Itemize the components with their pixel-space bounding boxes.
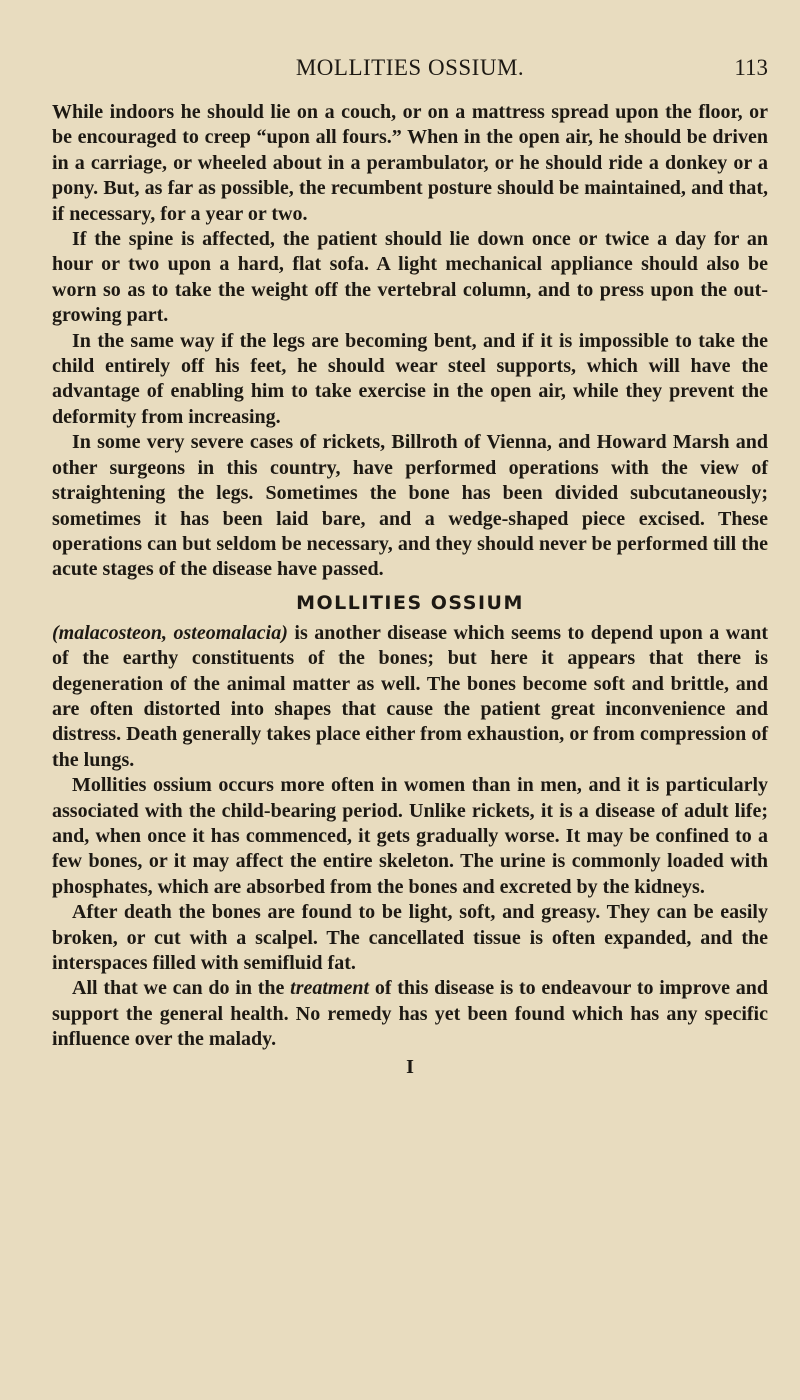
paragraph-post-mortem: After death the bones are found to be light, soft, and greasy. They can be easily broken, or cut with a scalpel. The cancellated tissue is often expanded, and the interspaces filled with semifluid fat.: [52, 901, 768, 974]
paragraph-definition: [52, 621, 768, 773]
definition-text: is another disease which seems to depend upon a want of the earthy constituents of the bones; but here it appears that there is degeneration of the animal matter as well. The bones become soft and brittle, and are often distorted into shapes that cause the patient great inconvenience and distress. Death generally takes place either from exhaustion, or from compression of the lungs.: [52, 621, 768, 771]
paragraph-recumbent-posture: While indoors he should lie on a couch, or on a mattress spread upon the floor, or be encouraged to creep “upon all fours.” When in the open air, he should be driven in a carriage, or wheeled about in a perambulator, or he should ride a donkey or a pony. But, as far as possible, the recumbent posture should be maintained, and that, if necessary, for a year or two.: [52, 101, 768, 225]
treatment-text-end: of this disease is to endeavour to improve and support the general health. No remedy has yet been found which has any specific influence over the malady.: [52, 977, 768, 1051]
treatment-italic: treatment: [290, 977, 370, 1000]
body-text: [52, 100, 768, 1079]
paragraph-spine-affected: If the spine is affected, the patient should lie down once or twice a day for an hour or two upon a hard, flat sofa. A light mechanical appliance should also be worn so as to take the weight off the vertebral column, and to press upon the out-growing part.: [52, 228, 768, 327]
page-number: 113: [734, 55, 768, 80]
section-heading: MOLLITIES OSSIUM: [296, 591, 524, 614]
definition-synonyms: (malacosteon, osteomalacia): [52, 621, 288, 644]
paragraph-legs-bent: In the same way if the legs are becoming bent, and if it is impossible to take the child entirely off his feet, he should wear steel supports, which will have the advantage of enabling him to take exercise in the open air, while they prevent the deformity from increasing.: [52, 329, 768, 428]
paragraph-operations: In some very severe cases of rickets, Billroth of Vienna, and Howard Marsh and other surgeons in this country, have performed operations with the view of straightening the legs. Sometimes the bone has been divided subcutaneously; sometimes it has been laid bare, and a wedge-shaped piece excised. These operations can but seldom be necessary, and they should never be performed till the acute stages of the disease have passed.: [52, 431, 768, 581]
paragraph-occurrence: Mollities ossium occurs more often in women than in men, and it is particularly associated with the child-bearing period. Unlike rickets, it is a disease of adult life; and, when once it has commenced, it gets gradually worse. It may be confined to a few bones, or it may affect the entire skeleton. The urine is commonly loaded with phosphates, which are absorbed from the bones and excreted by the kidneys.: [52, 774, 768, 898]
running-head: [52, 55, 768, 95]
treatment-text-start: All that we can do in the: [72, 977, 291, 1000]
paragraph-treatment: [52, 976, 768, 1052]
book-page: [52, 55, 768, 1385]
signature-mark: I: [406, 1055, 414, 1078]
running-title: MOLLITIES OSSIUM.: [295, 55, 525, 80]
